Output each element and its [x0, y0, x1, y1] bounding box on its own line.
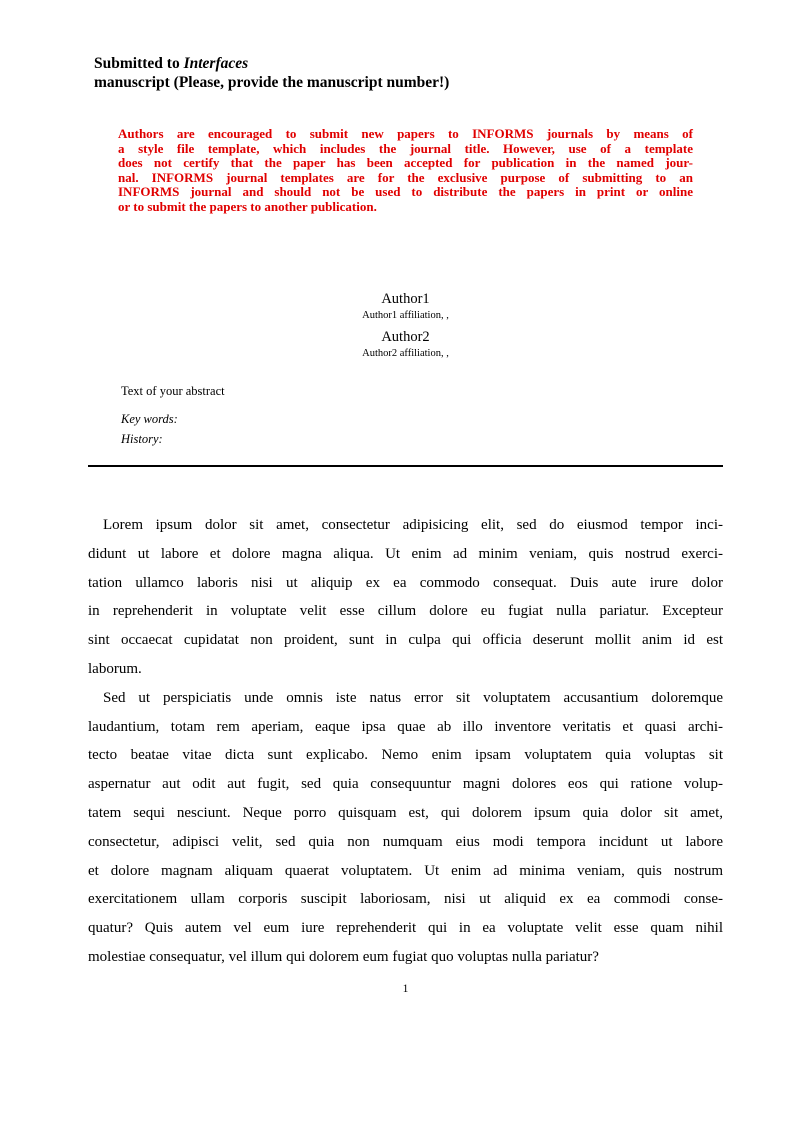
body-text	[88, 511, 723, 972]
paragraph1-line: Lorem ipsum dolor sit amet, consectetur adipisicing elit, sed do eiusmod tempor inci-	[103, 517, 723, 533]
notice-line: a style file template, which includes the journal title. However, use of a template	[118, 140, 693, 156]
notice-line: nal. INFORMS journal templates are for the exclusive purpose of submitting to an	[118, 169, 693, 185]
abstract-text: Text of your abstract	[121, 384, 225, 398]
paragraph1-line: didunt ut labore et dolore magna aliqua. Ut enim ad minim veniam, quis nostrud exerci-	[88, 545, 723, 562]
author-group-2	[88, 328, 723, 361]
author1-affiliation: Author1 affiliation, ,	[362, 310, 449, 321]
divider-rule	[88, 465, 723, 467]
history-label: History:	[121, 432, 163, 446]
paragraph2-line: molestiae consequatur, vel illum qui dolorem eum fugiat quo voluptas nulla pariatur?	[88, 948, 599, 965]
paragraph2-line: et dolore magnam aliquam quaerat voluptatem. Ut enim ad minima veniam, quis nostrum	[88, 862, 723, 879]
paragraph2-line: quatur? Quis autem vel eum iure reprehenderit qui in ea voluptate velit esse quam nihil	[88, 920, 723, 937]
paragraph2-line: aspernatur aut odit aut fugit, sed quia consequuntur magni dolores eos qui ratione volup-	[88, 776, 723, 793]
author2-affiliation: Author2 affiliation, ,	[362, 348, 449, 359]
author2-name: Author2	[381, 329, 430, 345]
notice-line: INFORMS journal and should not be used to distribute the papers in print or online	[118, 184, 693, 200]
author-group-1	[88, 290, 723, 323]
running-head	[94, 54, 449, 92]
author-block	[88, 290, 723, 361]
paragraph1-line: in reprehenderit in voluptate velit esse cillum dolore eu fugiat nulla pariatur. Excepteur	[88, 603, 723, 620]
notice-line: does not certify that the paper has been accepted for publication in the named jour-	[118, 155, 693, 171]
notice-line: or to submit the papers to another publication.	[118, 198, 377, 214]
paragraph2-line: laudantium, totam rem aperiam, eaque ipsa quae ab illo inventore veritatis et quasi archi-	[88, 718, 723, 735]
submitted-to-text: Submitted to	[94, 55, 184, 72]
paragraph1-line: laborum.	[88, 660, 142, 677]
paragraph2-line: tatem sequi nesciunt. Neque porro quisquam est, qui dolorem ipsum quia dolor sit amet,	[88, 804, 723, 821]
author1-name: Author1	[381, 291, 430, 307]
notice-line: Authors are encouraged to submit new papers to INFORMS journals by means of	[118, 126, 693, 141]
informs-notice	[118, 127, 693, 215]
page-number: 1	[402, 983, 409, 995]
running-head-line1	[94, 54, 449, 73]
keywords-label: Key words:	[121, 412, 178, 426]
paragraph2-line: exercitationem ullam corporis suscipit laboriosam, nisi ut aliquid ex ea commodi conse-	[88, 891, 723, 908]
paragraph2-line: tecto beatae vitae dicta sunt explicabo. Nemo enim ipsam voluptatem quia voluptas sit	[88, 747, 723, 764]
paragraph1-line: sint occaecat cupidatat non proident, sunt in culpa qui officia deserunt mollit anim id est	[88, 632, 723, 649]
journal-name: Interfaces	[183, 55, 249, 72]
paragraph2-line: Sed ut perspiciatis unde omnis iste natus error sit voluptatem accusantium doloremque	[103, 689, 723, 706]
paragraph2-line: consectetur, adipisci velit, sed quia non numquam eius modi tempora incidunt ut labore	[88, 833, 723, 850]
running-head-line2: manuscript (Please, provide the manuscript number!)	[94, 74, 450, 91]
paragraph1-line: tation ullamco laboris nisi ut aliquip ex ea commodo consequat. Duis aute irure dolor	[88, 574, 723, 591]
